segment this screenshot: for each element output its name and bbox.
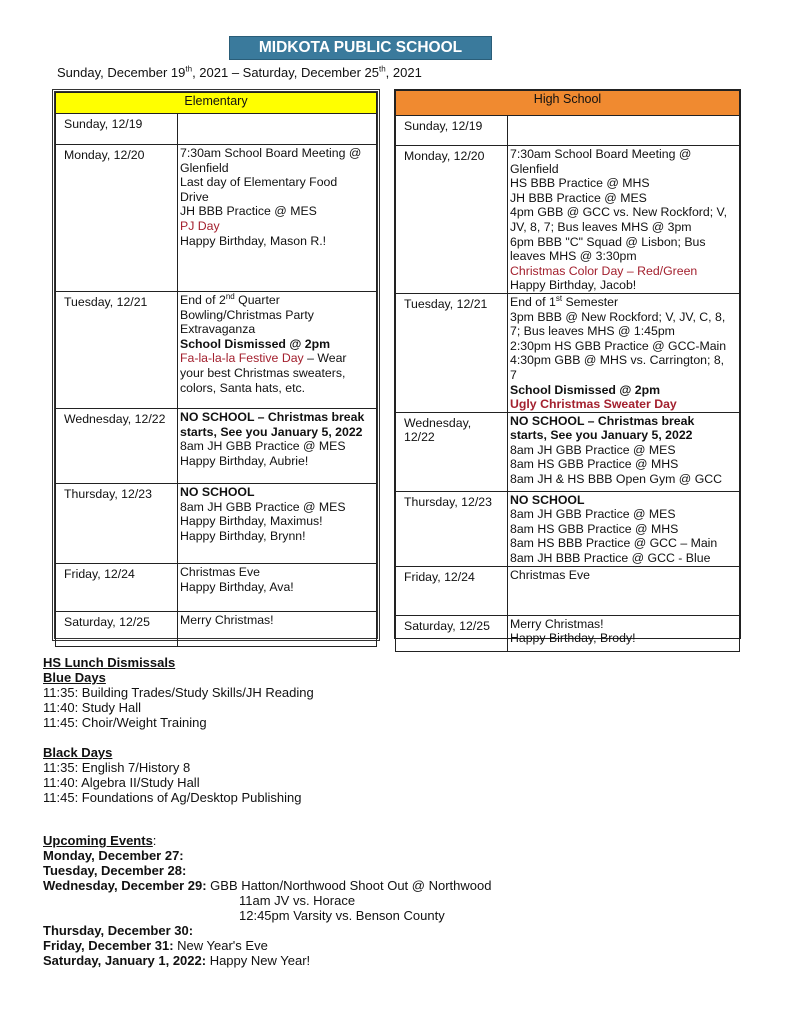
- event-line: [180, 410, 374, 425]
- event-line: [180, 454, 374, 469]
- date-range: [57, 65, 422, 80]
- event-line: [180, 381, 374, 396]
- event-line: [180, 613, 374, 628]
- event-text: NO SCHOOL: [180, 485, 255, 499]
- event-line: [180, 514, 374, 529]
- event-text: PJ Day: [180, 218, 220, 233]
- event-line: [180, 190, 374, 205]
- event-line: [510, 324, 737, 339]
- event-line: [180, 337, 374, 352]
- day-cell: Saturday, 12/25: [56, 612, 178, 647]
- range-year: , 2021: [385, 65, 422, 80]
- event-line: [180, 580, 374, 595]
- upcoming-day: Wednesday, December 29:: [43, 878, 207, 893]
- event-text: 7:30am School Board Meeting @: [180, 146, 362, 160]
- events-cell: [508, 412, 740, 491]
- event-line: [510, 551, 737, 566]
- event-line: [510, 249, 737, 264]
- event-line: [510, 457, 737, 472]
- day-cell: Sunday, 12/19: [396, 116, 508, 146]
- lunch-dismissals: [43, 655, 314, 805]
- upcoming-item: [43, 953, 491, 968]
- table-row: [396, 615, 740, 651]
- event-line: [180, 161, 374, 176]
- sup: th: [379, 64, 386, 74]
- event-line: [510, 147, 737, 162]
- event-text: 7:30am School Board Meeting @: [510, 147, 692, 161]
- event-line: [510, 220, 737, 235]
- event-text: NO SCHOOL – Christmas break: [510, 413, 695, 428]
- upcoming-day: Tuesday, December 28:: [43, 863, 187, 878]
- upcoming-subitem: 12:45pm Varsity vs. Benson County: [239, 908, 445, 923]
- events-cell: [508, 293, 740, 412]
- upcoming-day: Thursday, December 30:: [43, 923, 194, 938]
- event-line: [510, 522, 737, 537]
- lunch-item: 11:35: English 7/History 8: [43, 760, 191, 775]
- upcoming-heading-text: Upcoming Events: [43, 833, 153, 848]
- event-text: 8am HS GBB Practice @ MHS: [510, 457, 679, 472]
- event-line: [180, 204, 374, 219]
- events-cell: [178, 484, 377, 564]
- table-row: [56, 564, 377, 612]
- school-title-banner: MIDKOTA PUBLIC SCHOOL: [229, 36, 492, 60]
- event-line: [180, 485, 374, 500]
- day-cell: Wednesday, 12/22: [396, 412, 508, 491]
- table-header: High School: [396, 91, 740, 116]
- event-text: NO SCHOOL – Christmas break: [180, 410, 365, 424]
- day-cell: Tuesday, 12/21: [396, 293, 508, 412]
- elementary-schedule-table: [52, 89, 380, 641]
- event-text: 8am HS GBB Practice @ MHS: [510, 521, 679, 536]
- day-cell: Friday, 12/24: [56, 564, 178, 612]
- event-text: Happy Birthday, Aubrie!: [180, 453, 309, 468]
- upcoming-item: [43, 863, 491, 878]
- day-cell: Sunday, 12/19: [56, 114, 178, 145]
- range-start: Sunday, December 19: [57, 65, 186, 80]
- event-text: Happy Birthday, Mason R.!: [180, 233, 327, 248]
- event-text: Christmas Color Day – Red/Green: [510, 263, 698, 278]
- event-text: HS BBB Practice @ MHS: [510, 176, 650, 191]
- upcoming-text: New Year's Eve: [173, 938, 268, 953]
- blue-days-heading: Blue Days: [43, 670, 106, 685]
- event-line: [180, 146, 374, 161]
- event-line: [510, 383, 737, 398]
- event-text: 7; Bus leaves MHS @ 1:45pm: [510, 324, 675, 339]
- event-line: [510, 353, 737, 368]
- table-row: [396, 146, 740, 294]
- event-text: Merry Christmas!: [180, 613, 274, 627]
- event-text: Fa-la-la-la Festive Day: [180, 351, 304, 366]
- event-line: [510, 472, 737, 487]
- event-line: [510, 414, 737, 429]
- table-row: [396, 293, 740, 412]
- event-line: [510, 507, 737, 522]
- upcoming-day: Monday, December 27:: [43, 848, 184, 863]
- event-text: – Wear: [303, 351, 347, 366]
- event-text: School Dismissed @ 2pm: [510, 382, 661, 397]
- event-text: starts, See you January 5, 2022: [510, 428, 693, 443]
- lunch-item: 11:40: Study Hall: [43, 700, 142, 715]
- event-text: Merry Christmas!: [510, 616, 604, 631]
- day-cell: Thursday, 12/23: [56, 484, 178, 564]
- event-line: [510, 205, 737, 220]
- day-cell: Wednesday, 12/22: [56, 409, 178, 484]
- upcoming-events: [43, 833, 491, 968]
- day-cell: Saturday, 12/25: [396, 615, 508, 651]
- event-text: leaves MHS @ 3:30pm: [510, 249, 637, 264]
- event-line: [510, 443, 737, 458]
- event-text: School Dismissed @ 2pm: [180, 336, 331, 351]
- event-text: Ugly Christmas Sweater Day: [510, 397, 677, 412]
- day-cell: Thursday, 12/23: [396, 491, 508, 566]
- events-cell: [178, 145, 377, 292]
- event-text: Glenfield: [180, 160, 229, 175]
- event-line: [510, 368, 737, 383]
- event-line: [510, 339, 737, 354]
- event-text: JH BBB Practice @ MES: [180, 204, 317, 219]
- table-row: [396, 412, 740, 491]
- event-line: [510, 235, 737, 250]
- lunch-item: 11:40: Algebra II/Study Hall: [43, 775, 200, 790]
- event-text: Happy Birthday, Brody!: [510, 631, 636, 646]
- day-cell: Friday, 12/24: [396, 566, 508, 615]
- event-text: Extravaganza: [180, 322, 256, 337]
- events-cell: [178, 564, 377, 612]
- upcoming-subitem: 11am JV vs. Horace: [239, 893, 356, 908]
- table-row: [396, 116, 740, 146]
- table-row: [56, 145, 377, 292]
- event-text: Drive: [180, 189, 209, 204]
- upcoming-day: Saturday, January 1, 2022:: [43, 953, 207, 968]
- event-line: [180, 308, 374, 323]
- event-text: 8am JH & HS BBB Open Gym @ GCC: [510, 472, 723, 487]
- event-line: [180, 234, 374, 249]
- table-header: Elementary: [56, 93, 377, 114]
- events-cell: [508, 566, 740, 615]
- event-line: [510, 397, 737, 412]
- events-cell: [178, 409, 377, 484]
- lunch-item: 11:45: Foundations of Ag/Desktop Publishing: [43, 790, 302, 805]
- day-cell: Monday, 12/20: [396, 146, 508, 294]
- event-line: [180, 366, 374, 381]
- event-line: [180, 219, 374, 234]
- event-text: Semester: [562, 294, 619, 309]
- event-line: [510, 176, 737, 191]
- upcoming-day: Friday, December 31:: [43, 938, 174, 953]
- events-cell: [508, 116, 740, 146]
- high-school-schedule-table: [394, 89, 741, 646]
- event-line: [510, 617, 737, 632]
- event-text: Christmas Eve: [510, 567, 590, 582]
- event-text: Glenfield: [510, 161, 559, 176]
- event-line: [180, 565, 374, 580]
- event-line: [180, 439, 374, 454]
- event-text: Christmas Eve: [180, 565, 260, 579]
- event-text: JH BBB Practice @ MES: [510, 190, 647, 205]
- event-line: [510, 278, 737, 293]
- sup: nd: [225, 291, 235, 301]
- upcoming-item: [43, 848, 491, 863]
- event-text: 6pm BBB "C" Squad @ Lisbon; Bus: [510, 234, 706, 249]
- lunch-item: 11:35: Building Trades/Study Skills/JH Reading: [43, 685, 314, 700]
- black-days-heading: Black Days: [43, 745, 113, 760]
- event-line: [180, 175, 374, 190]
- event-line: [510, 493, 737, 508]
- upcoming-item: [43, 923, 491, 938]
- sup: st: [555, 293, 563, 303]
- event-line: [510, 568, 737, 583]
- events-cell: [178, 612, 377, 647]
- day-cell: Tuesday, 12/21: [56, 292, 178, 409]
- event-line: [510, 295, 737, 310]
- event-text: Last day of Elementary Food: [180, 175, 338, 190]
- event-line: [510, 310, 737, 325]
- event-line: [510, 191, 737, 206]
- events-cell: [178, 114, 377, 145]
- event-line: [180, 322, 374, 337]
- range-end: , 2021 – Saturday, December 25: [192, 65, 379, 80]
- event-text: JV, 8, 7; Bus leaves MHS @ 3pm: [510, 219, 692, 234]
- event-text: 4:30pm GBB @ MHS vs. Carrington; 8,: [510, 353, 725, 368]
- event-text: Happy Birthday, Jacob!: [510, 278, 637, 293]
- event-text: Happy Birthday, Maximus!: [180, 514, 323, 529]
- event-text: Happy Birthday, Brynn!: [180, 528, 306, 543]
- events-cell: [178, 292, 377, 409]
- events-cell: [508, 491, 740, 566]
- event-line: [510, 631, 737, 646]
- event-text: 8am JH BBB Practice @ GCC - Blue: [510, 551, 711, 566]
- event-line: [180, 293, 374, 308]
- event-text: 3pm BBB @ New Rockford; V, JV, C, 8,: [510, 309, 726, 324]
- event-line: [180, 351, 374, 366]
- event-line: [510, 162, 737, 177]
- upcoming-item: [43, 938, 491, 953]
- event-text: Quarter: [234, 293, 280, 307]
- table-row: [56, 612, 377, 647]
- event-line: [510, 264, 737, 279]
- event-line: [510, 536, 737, 551]
- upcoming-text: Happy New Year!: [206, 953, 311, 968]
- event-text: Happy Birthday, Ava!: [180, 579, 294, 594]
- event-text: 8am JH GBB Practice @ MES: [180, 439, 346, 454]
- event-text: Bowling/Christmas Party: [180, 307, 314, 322]
- events-cell: [508, 146, 740, 294]
- event-line: [180, 500, 374, 515]
- event-text: 8am JH GBB Practice @ MES: [180, 499, 346, 514]
- event-text: 4pm GBB @ GCC vs. New Rockford; V,: [510, 205, 728, 220]
- upcoming-text: GBB Hatton/Northwood Shoot Out @ Northwood: [206, 878, 492, 893]
- table-row: [56, 484, 377, 564]
- event-text: 7: [510, 367, 517, 382]
- event-text: colors, Santa hats, etc.: [180, 380, 306, 395]
- event-text: NO SCHOOL: [510, 492, 585, 507]
- sup: th: [185, 64, 193, 74]
- upcoming-heading: Upcoming Events:: [43, 833, 157, 848]
- day-cell: Monday, 12/20: [56, 145, 178, 292]
- table-row: [56, 292, 377, 409]
- table-row: [56, 114, 377, 145]
- event-text: End of 2: [180, 293, 226, 307]
- lunch-heading: HS Lunch Dismissals: [43, 655, 176, 670]
- event-text: 8am HS BBB Practice @ GCC – Main: [510, 536, 718, 551]
- table-row: [56, 409, 377, 484]
- table-row: [396, 491, 740, 566]
- event-text: your best Christmas sweaters,: [180, 365, 346, 380]
- event-text: 8am JH GBB Practice @ MES: [510, 507, 676, 522]
- event-text: starts, See you January 5, 2022: [180, 424, 363, 439]
- upcoming-item: [43, 878, 491, 893]
- events-cell: [508, 615, 740, 651]
- event-line: [180, 425, 374, 440]
- lunch-item: 11:45: Choir/Weight Training: [43, 715, 207, 730]
- event-line: [180, 529, 374, 544]
- event-line: [510, 428, 737, 443]
- table-row: [396, 566, 740, 615]
- event-text: End of 1: [510, 294, 556, 309]
- event-text: 8am JH GBB Practice @ MES: [510, 442, 676, 457]
- event-text: 2:30pm HS GBB Practice @ GCC-Main: [510, 338, 727, 353]
